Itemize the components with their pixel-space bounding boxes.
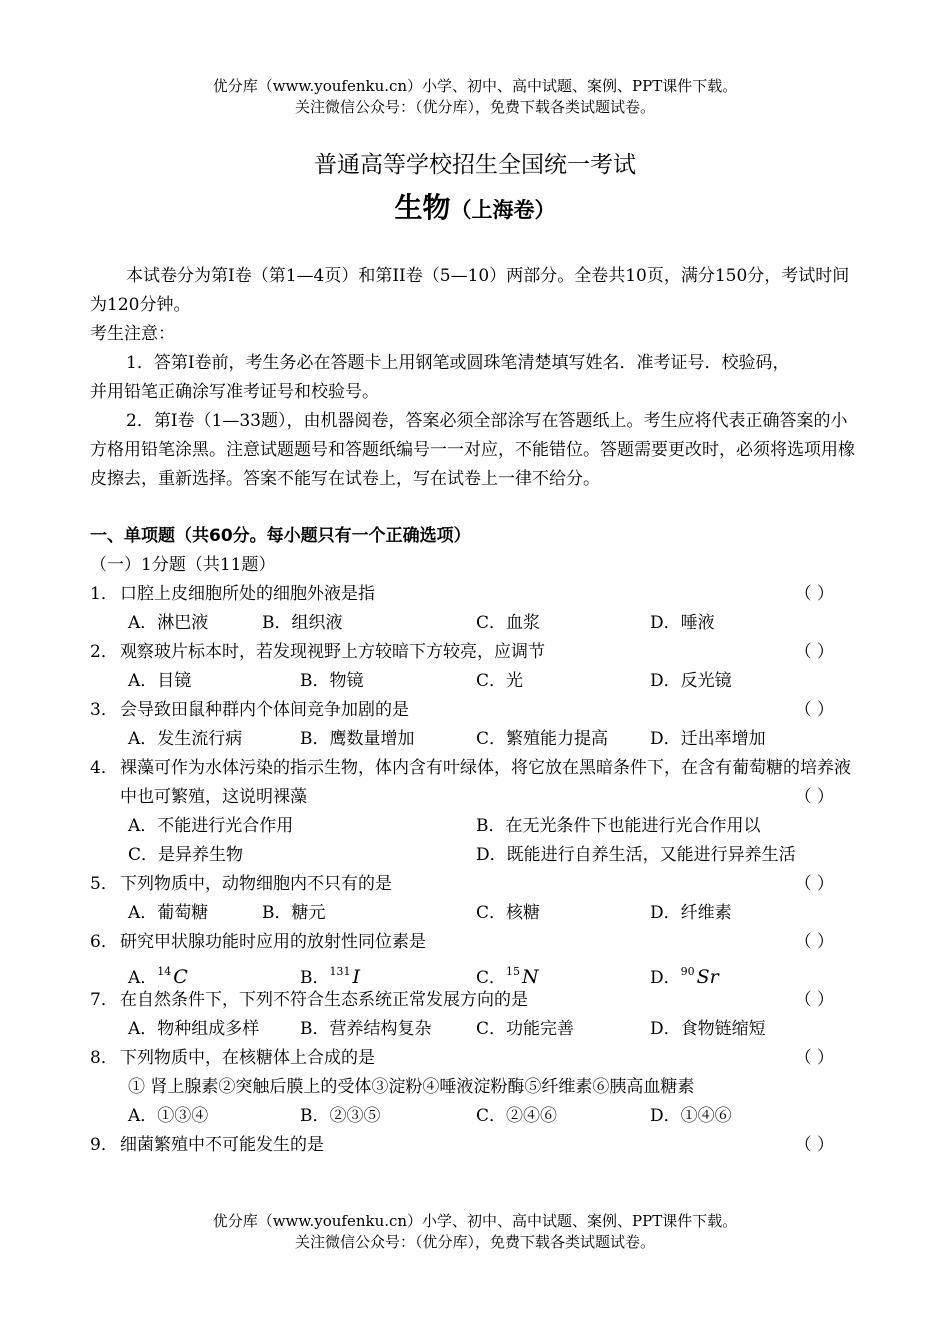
question-number: 3． (90, 700, 118, 720)
option-d: D．既能进行自养生活，又能进行异养生活 (476, 845, 796, 865)
question-number: 6． (90, 932, 118, 952)
option-b: B．②③⑤ (300, 1106, 381, 1126)
notice-label: 考生注意： (90, 324, 175, 344)
option-a: A．①③④ (128, 1106, 209, 1126)
question-number: 7． (90, 990, 118, 1010)
mass-number: 90 (680, 965, 695, 978)
option-c: C．血浆 (476, 613, 541, 633)
option-c: C．②④⑥ (476, 1106, 558, 1126)
question-number: 8． (90, 1048, 118, 1068)
option-d: D．纤维素 (650, 903, 732, 923)
exam-title: 普通高等学校招生全国统一考试 (314, 152, 636, 178)
isotope (681, 966, 719, 988)
question-8-options (90, 1102, 862, 1131)
option-a: A．目镜 (128, 671, 192, 691)
option-b: B．鹰数量增加 (300, 729, 415, 749)
question-text: 口腔上皮细胞所处的细胞外液是指 (120, 584, 375, 604)
header-line-1: 优分库（www.youfenku.cn）小学、初中、高中试题、案例、PPT课件下载。 (212, 77, 738, 95)
question-text: 观察玻片标本时，若发现视野上方较暗下方较亮，应调节 (120, 642, 545, 662)
element-symbol: N (522, 966, 539, 988)
question-5-options (90, 899, 862, 928)
question-5 (90, 870, 862, 899)
option-c: C．是异养生物 (128, 845, 244, 865)
option-b: B．在无光条件下也能进行光合作用以 (476, 816, 761, 836)
question-text: 会导致田鼠种群内个体间竞争加剧的是 (120, 700, 409, 720)
element-symbol: Sr (696, 966, 719, 988)
question-3-options (90, 725, 862, 754)
question-8 (90, 1044, 862, 1073)
question-text: 下列物质中，在核糖体上合成的是 (120, 1048, 375, 1068)
question-number: 1． (90, 584, 118, 604)
question-7 (90, 986, 862, 1015)
option-c: C．光 (476, 671, 524, 691)
option-letter: A． (128, 968, 158, 988)
mass-number: 15 (506, 965, 521, 978)
option-b: B．营养结构复杂 (300, 1019, 432, 1039)
isotope (157, 966, 188, 988)
option-letter: B． (300, 968, 330, 988)
question-text: 在自然条件下，下列不符合生态系统正常发展方向的是 (120, 990, 528, 1010)
subsection-heading: （一）1分题（共11题） (90, 555, 276, 575)
subject-name: 生物 (394, 191, 451, 224)
footer-line-1: 优分库（www.youfenku.cn）小学、初中、高中试题、案例、PPT课件下载。 (212, 1212, 738, 1230)
option-letter: D． (650, 968, 681, 988)
question-4-options-row-2 (90, 841, 862, 870)
question-2-options (90, 667, 862, 696)
answer-paren: （ ） (794, 1135, 834, 1155)
option-b: B．糖元 (262, 903, 326, 923)
isotope (330, 966, 361, 988)
question-number: 4． (90, 758, 118, 778)
option-d: D．食物链缩短 (650, 1019, 766, 1039)
page-header (0, 76, 950, 118)
question-text: 裸藻可作为水体污染的指示生物，体内含有叶绿体，将它放在黑暗条件下，在含有葡萄糖的培养液中也可繁殖，这说明裸藻 (120, 758, 851, 807)
option-c: C．核糖 (476, 903, 541, 923)
question-4-options-row-1 (90, 812, 862, 841)
header-line-2: 关注微信公众号：（优分库），免费下载各类试题试卷。 (294, 98, 655, 116)
mass-number: 14 (157, 965, 172, 978)
exam-body (90, 262, 862, 1160)
option-a: A．葡萄糖 (128, 903, 209, 923)
question-9 (90, 1131, 862, 1160)
option-c: C．功能完善 (476, 1019, 575, 1039)
question-1 (90, 580, 862, 609)
question-8-items: ① 肾上腺素②突触后膜上的受体③淀粉④唾液淀粉酶⑤纤维素⑥胰高血糖素 (128, 1077, 695, 1097)
question-3 (90, 696, 862, 725)
option-c: C．繁殖能力提高 (476, 729, 609, 749)
question-7-options (90, 1015, 862, 1044)
answer-paren: （ ） (794, 700, 834, 720)
footer-line-2: 关注微信公众号：（优分库），免费下载各类试题试卷。 (294, 1233, 655, 1251)
question-number: 2． (90, 642, 118, 662)
question-text: 下列物质中，动物细胞内不只有的是 (120, 874, 392, 894)
answer-paren: （ ） (794, 787, 834, 807)
question-number: 5． (90, 874, 118, 894)
intro-paragraph: 本试卷分为第I卷（第1—4页）和第II卷（5—10）两部分。全卷共10页，满分150分，考试时间为120分钟。 (90, 266, 850, 315)
answer-paren: （ ） (794, 642, 834, 662)
answer-paren: （ ） (794, 990, 834, 1010)
option-d: D．反光镜 (650, 671, 732, 691)
answer-paren: （ ） (794, 584, 834, 604)
page-footer (0, 1211, 950, 1253)
option-a: A．物种组成多样 (128, 1019, 260, 1039)
isotope (506, 966, 539, 988)
question-6 (90, 928, 862, 957)
option-letter: C． (476, 968, 507, 988)
notice-item-1: 1．答第I卷前，考生务必在答题卡上用钢笔或圆珠笔清楚填写姓名．准考证号．校验码， (126, 353, 790, 373)
option-b: B．组织液 (262, 613, 343, 633)
element-symbol: I (352, 966, 361, 988)
subject-subtitle: （上海卷） (450, 197, 556, 222)
question-text: 细菌繁殖中不可能发生的是 (120, 1135, 324, 1155)
option-a: A．发生流行病 (128, 729, 243, 749)
element-symbol: C (173, 966, 188, 988)
question-2 (90, 638, 862, 667)
option-d: D．唾液 (650, 613, 715, 633)
answer-paren: （ ） (794, 932, 834, 952)
notice-item-1-cont: 并用铅笔正确涂写准考证号和校验号。 (90, 382, 379, 402)
question-6-options (90, 957, 862, 986)
question-1-options (90, 609, 862, 638)
question-4 (90, 754, 862, 812)
option-a: A．不能进行光合作用 (128, 816, 294, 836)
mass-number: 131 (329, 965, 351, 978)
option-a: A．淋巴液 (128, 613, 209, 633)
question-text: 研究甲状腺功能时应用的放射性同位素是 (120, 932, 426, 952)
option-d: D．迁出率增加 (650, 729, 766, 749)
answer-paren: （ ） (794, 1048, 834, 1068)
option-b: B．物镜 (300, 671, 364, 691)
section-heading: 一、单项题（共60分。每小题只有一个正确选项） (90, 526, 471, 546)
option-d: D．①④⑥ (650, 1106, 732, 1126)
subject-title (0, 186, 950, 226)
question-number: 9． (90, 1135, 118, 1155)
notice-item-2: 2．第I卷（1—33题），由机器阅卷，答案必须全部涂写在答题纸上。考生应将代表正确答案的小方格用铅笔涂黑。注意试题题号和答题纸编号一一对应，不能错位。答题需要更改时，必须将选项用橡皮擦去，重新选择。答案不能写在试卷上，写在试卷上一律不给分。 (90, 411, 855, 489)
answer-paren: （ ） (794, 874, 834, 894)
